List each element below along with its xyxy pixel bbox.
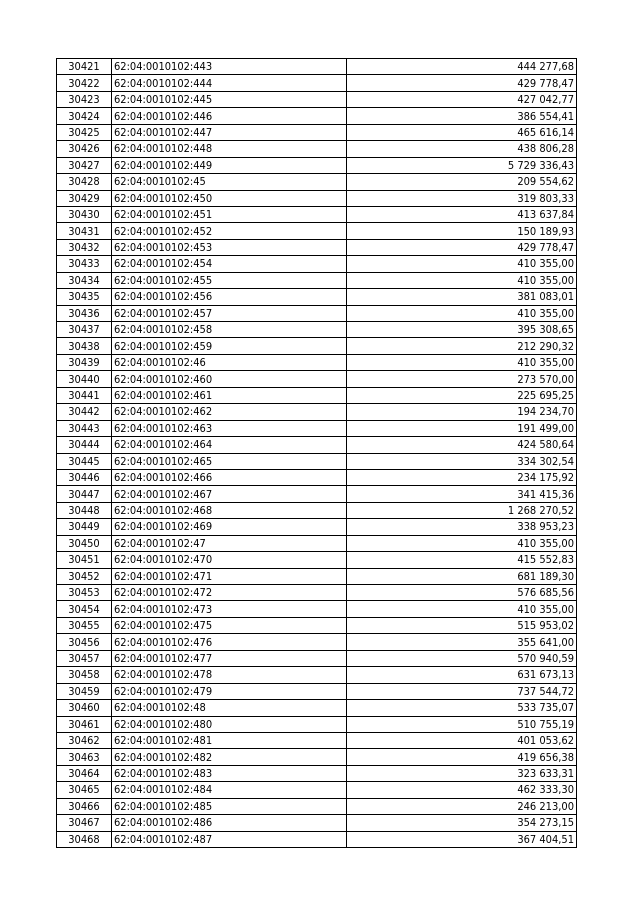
cadastral-value-cell: 410 355,00	[347, 535, 577, 551]
row-number-cell: 30441	[57, 387, 112, 403]
cadastral-number-cell: 62:04:0010102:485	[112, 798, 347, 814]
cadastral-value-cell: 465 616,14	[347, 124, 577, 140]
table-row	[57, 831, 577, 847]
cadastral-value-cell: 194 234,70	[347, 404, 577, 420]
table-row	[57, 289, 577, 305]
cadastral-value-cell: 462 333,30	[347, 782, 577, 798]
cadastral-number-cell: 62:04:0010102:460	[112, 371, 347, 387]
cadastral-value-cell: 367 404,51	[347, 831, 577, 847]
cadastral-value-cell: 209 554,62	[347, 174, 577, 190]
cadastral-number-cell: 62:04:0010102:481	[112, 732, 347, 748]
table-row	[57, 469, 577, 485]
cadastral-number-cell: 62:04:0010102:466	[112, 469, 347, 485]
cadastral-value-cell: 427 042,77	[347, 91, 577, 107]
table-row	[57, 124, 577, 140]
cadastral-value-cell: 212 290,32	[347, 338, 577, 354]
table-row	[57, 765, 577, 781]
cadastral-number-cell: 62:04:0010102:459	[112, 338, 347, 354]
table-row	[57, 453, 577, 469]
cadastral-value-cell: 410 355,00	[347, 256, 577, 272]
cadastral-value-cell: 444 277,68	[347, 59, 577, 75]
table-row	[57, 552, 577, 568]
row-number-cell: 30444	[57, 437, 112, 453]
cadastral-number-cell: 62:04:0010102:482	[112, 749, 347, 765]
cadastral-value-cell: 510 755,19	[347, 716, 577, 732]
cadastral-number-cell: 62:04:0010102:455	[112, 272, 347, 288]
cadastral-value-cell: 410 355,00	[347, 272, 577, 288]
cadastral-number-cell: 62:04:0010102:461	[112, 387, 347, 403]
cadastral-value-cell: 355 641,00	[347, 634, 577, 650]
cadastral-number-cell: 62:04:0010102:47	[112, 535, 347, 551]
cadastral-value-cell: 319 803,33	[347, 190, 577, 206]
table-row	[57, 322, 577, 338]
row-number-cell: 30457	[57, 650, 112, 666]
cadastral-value-cell: 415 552,83	[347, 552, 577, 568]
row-number-cell: 30431	[57, 223, 112, 239]
row-number-cell: 30436	[57, 305, 112, 321]
cadastral-number-cell: 62:04:0010102:443	[112, 59, 347, 75]
cadastral-number-cell: 62:04:0010102:463	[112, 420, 347, 436]
table-row	[57, 700, 577, 716]
table-row	[57, 732, 577, 748]
table-row	[57, 59, 577, 75]
cadastral-number-cell: 62:04:0010102:470	[112, 552, 347, 568]
cadastral-value-cell: 225 695,25	[347, 387, 577, 403]
cadastral-value-cell: 419 656,38	[347, 749, 577, 765]
table-row	[57, 782, 577, 798]
row-number-cell: 30428	[57, 174, 112, 190]
cadastral-number-cell: 62:04:0010102:456	[112, 289, 347, 305]
row-number-cell: 30443	[57, 420, 112, 436]
row-number-cell: 30424	[57, 108, 112, 124]
cadastral-number-cell: 62:04:0010102:450	[112, 190, 347, 206]
table-row	[57, 338, 577, 354]
cadastral-value-cell: 533 735,07	[347, 700, 577, 716]
table-row	[57, 108, 577, 124]
row-number-cell: 30421	[57, 59, 112, 75]
row-number-cell: 30459	[57, 683, 112, 699]
cadastral-value-cell: 191 499,00	[347, 420, 577, 436]
row-number-cell: 30464	[57, 765, 112, 781]
row-number-cell: 30449	[57, 519, 112, 535]
row-number-cell: 30453	[57, 585, 112, 601]
table-row	[57, 420, 577, 436]
row-number-cell: 30456	[57, 634, 112, 650]
cadastral-value-cell: 5 729 336,43	[347, 157, 577, 173]
table-row	[57, 239, 577, 255]
cadastral-value-cell: 429 778,47	[347, 75, 577, 91]
cadastral-number-cell: 62:04:0010102:468	[112, 502, 347, 518]
cadastral-value-cell: 681 189,30	[347, 568, 577, 584]
table-row	[57, 502, 577, 518]
table-row	[57, 650, 577, 666]
row-number-cell: 30451	[57, 552, 112, 568]
cadastral-value-cell: 429 778,47	[347, 239, 577, 255]
row-number-cell: 30458	[57, 667, 112, 683]
row-number-cell: 30430	[57, 206, 112, 222]
table-row	[57, 519, 577, 535]
row-number-cell: 30448	[57, 502, 112, 518]
row-number-cell: 30468	[57, 831, 112, 847]
table-row	[57, 437, 577, 453]
row-number-cell: 30434	[57, 272, 112, 288]
cadastral-number-cell: 62:04:0010102:453	[112, 239, 347, 255]
cadastral-number-cell: 62:04:0010102:465	[112, 453, 347, 469]
row-number-cell: 30426	[57, 141, 112, 157]
cadastral-value-cell: 410 355,00	[347, 354, 577, 370]
row-number-cell: 30438	[57, 338, 112, 354]
cadastral-number-cell: 62:04:0010102:45	[112, 174, 347, 190]
table-row	[57, 815, 577, 831]
row-number-cell: 30463	[57, 749, 112, 765]
cadastral-value-cell: 341 415,36	[347, 486, 577, 502]
cadastral-value-cell: 576 685,56	[347, 585, 577, 601]
row-number-cell: 30461	[57, 716, 112, 732]
cadastral-number-cell: 62:04:0010102:449	[112, 157, 347, 173]
cadastral-value-cell: 438 806,28	[347, 141, 577, 157]
cadastral-number-cell: 62:04:0010102:473	[112, 601, 347, 617]
cadastral-value-cell: 515 953,02	[347, 617, 577, 633]
cadastral-number-cell: 62:04:0010102:472	[112, 585, 347, 601]
table-row	[57, 601, 577, 617]
row-number-cell: 30423	[57, 91, 112, 107]
row-number-cell: 30435	[57, 289, 112, 305]
table-row	[57, 141, 577, 157]
row-number-cell: 30454	[57, 601, 112, 617]
table-row	[57, 157, 577, 173]
table-row	[57, 749, 577, 765]
row-number-cell: 30429	[57, 190, 112, 206]
cadastral-number-cell: 62:04:0010102:476	[112, 634, 347, 650]
cadastral-value-cell: 381 083,01	[347, 289, 577, 305]
row-number-cell: 30467	[57, 815, 112, 831]
cadastral-value-cell: 334 302,54	[347, 453, 577, 469]
row-number-cell: 30440	[57, 371, 112, 387]
cadastral-number-cell: 62:04:0010102:458	[112, 322, 347, 338]
cadastral-number-cell: 62:04:0010102:469	[112, 519, 347, 535]
cadastral-value-cell: 570 940,59	[347, 650, 577, 666]
table-row	[57, 174, 577, 190]
table-row	[57, 371, 577, 387]
cadastral-value-cell: 410 355,00	[347, 305, 577, 321]
cadastral-number-cell: 62:04:0010102:46	[112, 354, 347, 370]
table-row	[57, 568, 577, 584]
cadastral-number-cell: 62:04:0010102:444	[112, 75, 347, 91]
table-row	[57, 585, 577, 601]
cadastral-number-cell: 62:04:0010102:480	[112, 716, 347, 732]
cadastral-number-cell: 62:04:0010102:487	[112, 831, 347, 847]
row-number-cell: 30425	[57, 124, 112, 140]
table-row	[57, 354, 577, 370]
cadastral-number-cell: 62:04:0010102:467	[112, 486, 347, 502]
cadastral-value-cell: 338 953,23	[347, 519, 577, 535]
cadastral-number-cell: 62:04:0010102:48	[112, 700, 347, 716]
cadastral-number-cell: 62:04:0010102:464	[112, 437, 347, 453]
cadastral-number-cell: 62:04:0010102:448	[112, 141, 347, 157]
row-number-cell: 30462	[57, 732, 112, 748]
table-row	[57, 683, 577, 699]
table-row	[57, 190, 577, 206]
row-number-cell: 30452	[57, 568, 112, 584]
table-row	[57, 716, 577, 732]
cadastral-value-cell: 386 554,41	[347, 108, 577, 124]
cadastral-value-cell: 401 053,62	[347, 732, 577, 748]
cadastral-value-cell: 395 308,65	[347, 322, 577, 338]
row-number-cell: 30446	[57, 469, 112, 485]
cadastral-number-cell: 62:04:0010102:479	[112, 683, 347, 699]
cadastral-value-cell: 150 189,93	[347, 223, 577, 239]
cadastral-number-cell: 62:04:0010102:477	[112, 650, 347, 666]
cadastral-number-cell: 62:04:0010102:475	[112, 617, 347, 633]
row-number-cell: 30466	[57, 798, 112, 814]
table-row	[57, 91, 577, 107]
cadastral-number-cell: 62:04:0010102:471	[112, 568, 347, 584]
cadastral-value-cell: 246 213,00	[347, 798, 577, 814]
row-number-cell: 30450	[57, 535, 112, 551]
cadastral-value-cell: 631 673,13	[347, 667, 577, 683]
table-row	[57, 486, 577, 502]
table-row	[57, 634, 577, 650]
row-number-cell: 30432	[57, 239, 112, 255]
cadastral-number-cell: 62:04:0010102:454	[112, 256, 347, 272]
cadastral-value-cell: 354 273,15	[347, 815, 577, 831]
cadastral-value-cell: 323 633,31	[347, 765, 577, 781]
row-number-cell: 30465	[57, 782, 112, 798]
row-number-cell: 30460	[57, 700, 112, 716]
table-row	[57, 75, 577, 91]
row-number-cell: 30447	[57, 486, 112, 502]
cadastral-number-cell: 62:04:0010102:447	[112, 124, 347, 140]
cadastral-number-cell: 62:04:0010102:484	[112, 782, 347, 798]
row-number-cell: 30445	[57, 453, 112, 469]
table-row	[57, 404, 577, 420]
cadastral-value-cell: 273 570,00	[347, 371, 577, 387]
row-number-cell: 30422	[57, 75, 112, 91]
cadastral-value-cell: 424 580,64	[347, 437, 577, 453]
row-number-cell: 30442	[57, 404, 112, 420]
cadastral-value-cell: 410 355,00	[347, 601, 577, 617]
cadastral-value-cell: 737 544,72	[347, 683, 577, 699]
cadastral-number-cell: 62:04:0010102:462	[112, 404, 347, 420]
row-number-cell: 30427	[57, 157, 112, 173]
cadastral-number-cell: 62:04:0010102:483	[112, 765, 347, 781]
cadastral-number-cell: 62:04:0010102:478	[112, 667, 347, 683]
cadastral-number-cell: 62:04:0010102:446	[112, 108, 347, 124]
cadastral-number-cell: 62:04:0010102:452	[112, 223, 347, 239]
row-number-cell: 30437	[57, 322, 112, 338]
table-row	[57, 535, 577, 551]
cadastral-number-cell: 62:04:0010102:486	[112, 815, 347, 831]
cadastral-number-cell: 62:04:0010102:445	[112, 91, 347, 107]
table-row	[57, 667, 577, 683]
cadastral-value-cell: 1 268 270,52	[347, 502, 577, 518]
cadastral-value-cell: 413 637,84	[347, 206, 577, 222]
row-number-cell: 30433	[57, 256, 112, 272]
cadastral-value-table	[56, 58, 577, 848]
cadastral-number-cell: 62:04:0010102:457	[112, 305, 347, 321]
table-body	[57, 59, 577, 848]
table-row	[57, 305, 577, 321]
cadastral-number-cell: 62:04:0010102:451	[112, 206, 347, 222]
table-row	[57, 798, 577, 814]
table-row	[57, 272, 577, 288]
table-row	[57, 223, 577, 239]
cadastral-value-cell: 234 175,92	[347, 469, 577, 485]
table-row	[57, 206, 577, 222]
table-row	[57, 617, 577, 633]
table-row	[57, 256, 577, 272]
table-row	[57, 387, 577, 403]
row-number-cell: 30455	[57, 617, 112, 633]
row-number-cell: 30439	[57, 354, 112, 370]
